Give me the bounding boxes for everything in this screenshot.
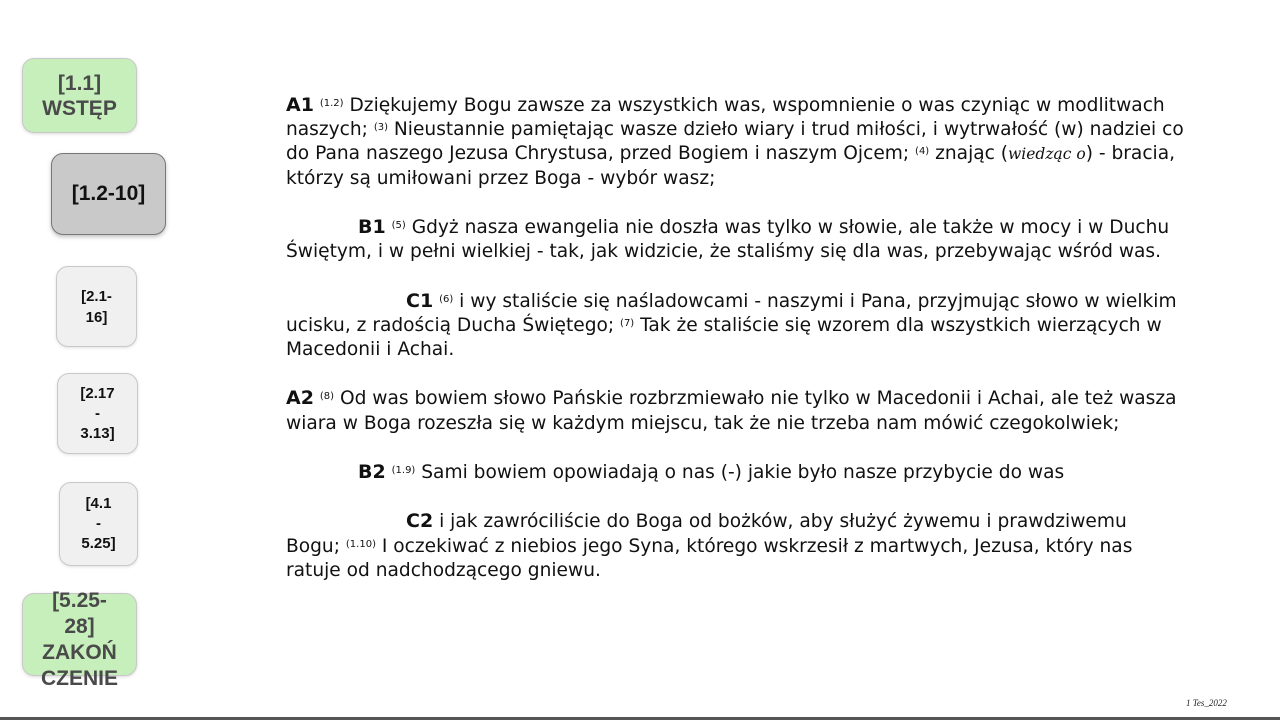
paragraph-b1 [286,215,1186,264]
nav-ending-line: 28] [64,615,95,638]
nav-section-2-line: 16] [85,308,108,326]
verse-text: i wy staliście się naśladowcami - naszymi i Pana, przyjmując słowo w wielkim ucisku, z radością Ducha Świętego; [286,290,1177,336]
nav-intro-button[interactable] [22,58,137,133]
paragraph-a1 [286,93,1186,191]
verse-ref: (1.10) [345,538,376,550]
nav-ending-line: [5.25- [52,589,107,612]
nav-ending-label [41,588,118,692]
passage-text [286,93,1186,607]
nav-section-4-button[interactable] [59,482,138,566]
nav-section-3-line: - [95,404,100,422]
verse-text: Nieustannie pamiętając wasze dzieło wiary i trud miłości, i wytrwałość (w) nadziei co do Pana naszego Jezusa Chrystusa, przed Bogiem i naszym Ojcem; [286,119,1184,165]
label-a1: A1 [286,94,314,116]
nav-ending-line: CZENIE [40,667,118,690]
nav-section-4-line: - [96,515,101,532]
nav-section-3-line: 3.13] [80,424,115,442]
paragraph-a2 [286,386,1186,435]
verse-ref: (8) [319,391,335,403]
verse-ref: (3) [373,122,388,134]
paragraph-b2 [286,460,1186,485]
nav-section-4-line: 5.25] [81,535,116,552]
verse-ref: (7) [620,317,635,329]
verse-ref: (1.9) [391,464,416,476]
label-c2: C2 [406,510,434,533]
label-b2: B2 [358,460,386,483]
nav-section-3-line: [2.17 [80,384,115,402]
verse-ref: (5) [391,220,406,231]
label-b1: B1 [358,216,386,238]
verse-text: I oczekiwać z niebios jego Syna, którego wskrzesił z martwych, Jezusa, który nas ratuje od nadchodzącego gniewu. [286,535,1133,581]
verse-text: i jak zawróciliście do Boga od bożków, aby służyć żywemu i prawdziwemu Bogu; [286,511,1127,557]
verse-ref: (4) [915,146,930,158]
nav-section-4-line: [4.1 [85,495,112,512]
label-a2: A2 [286,387,314,410]
footer-label: 1 Tes_2022 [1186,698,1227,708]
verse-text: Od was bowiem słowo Pańskie rozbrzmiewało nie tylko w Macedonii i Achai, ale też wasza wiara w Boga rozeszła się w każdym miejscu, tak że nie trzeba nam mówić czegokolwiek; [286,388,1177,434]
verse-note-italic: wiedząc o [1008,145,1086,164]
paragraph-c2 [286,509,1186,583]
paragraph-c1 [286,289,1186,363]
nav-section-2-button[interactable] [56,266,137,347]
verse-text: ) - bracia, którzy są umiłowani przez Boga - wybór wasz; [286,143,1176,189]
nav-ending-line: ZAKOŃ [42,641,117,664]
nav-section-2-line: [2.1- [81,287,112,305]
verse-text: Tak że staliście się wzorem dla wszystkich wierzących w Macedonii i Achai. [286,314,1162,360]
nav-section-3-button[interactable] [57,373,138,454]
nav-section-1-ref: [1.2-10] [71,182,146,205]
verse-text: znając ( [929,143,1009,165]
verse-ref: (6) [439,293,454,305]
verse-text: Dziękujemy Bogu zawsze za wszystkich was, wspomnienie o was czyniąc w modlitwach naszych; [286,95,1165,141]
nav-ending-button[interactable] [22,589,137,690]
nav-intro-title: WSTĘP [42,96,117,120]
label-c1: C1 [406,289,434,312]
verse-ref: (1.2) [319,98,344,109]
verse-text: Sami bowiem opowiadają o nas (-) jakie było nasze przybycie do was [415,461,1065,483]
nav-section-1-button[interactable] [51,153,166,235]
nav-intro-ref: [1.1] [57,71,102,95]
verse-text: Gdyż nasza ewangelia nie doszła was tylko w słowie, ale także w mocy i w Duchu Świętym, i w pełni wielkiej - tak, jak widzicie, że staliśmy się dla was, przebywając wśród was. [286,217,1170,263]
